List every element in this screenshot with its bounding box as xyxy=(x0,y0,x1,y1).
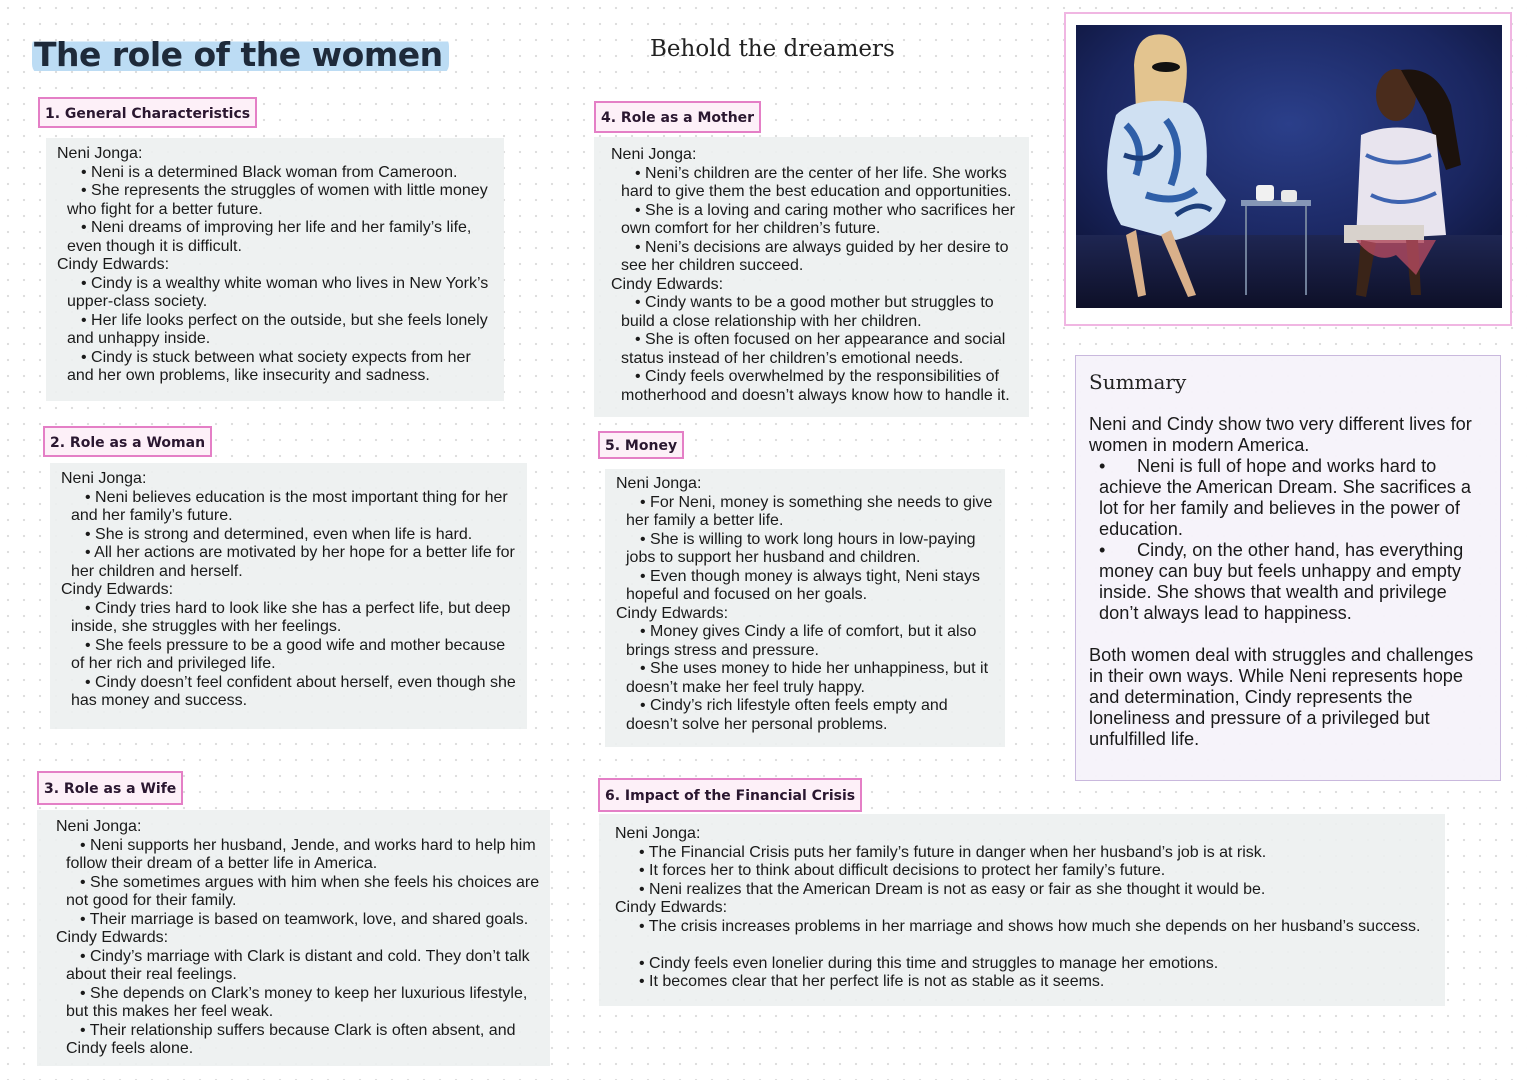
bullet-item: • Their relationship suffers because Clark is often absent, and Cindy feels alone. xyxy=(56,1022,542,1059)
bullet-item: • She is often focused on her appearance and social status instead of her children’s emotional needs. xyxy=(611,331,1021,368)
character-name: Cindy Edwards: xyxy=(616,604,729,622)
bullet-item: • For Neni, money is something she needs to give her family a better life. xyxy=(616,494,997,531)
character-name: Cindy Edwards: xyxy=(57,256,170,273)
summary-intro: Neni and Cindy show two very different lives for women in modern America. xyxy=(1089,414,1472,455)
section-box-role-as-woman xyxy=(50,463,527,729)
bullet-item: • She depends on Clark’s money to keep her luxurious lifestyle, but this makes her feel weak. xyxy=(56,985,542,1022)
bullet-item: • She is strong and determined, even when life is hard. xyxy=(61,526,517,545)
bullet-item: • Cindy’s marriage with Clark is distant and cold. They don’t talk about their real feelings. xyxy=(56,948,542,985)
bullet-item: • The crisis increases problems in her marriage and shows how much she depends on her husband’s success. xyxy=(615,918,1437,937)
summary-bullet-text: Cindy, on the other hand, has everything money can buy but feels unhappy and empty inside. She shows that wealth and privilege don’t always lead to happiness. xyxy=(1099,540,1464,623)
bullet-item: • Cindy’s rich lifestyle often feels empty and doesn’t solve her personal problems. xyxy=(616,697,997,734)
character-name: Neni Jonga: xyxy=(611,146,697,163)
character-name: Cindy Edwards: xyxy=(615,899,728,916)
bullet-item: • Neni’s decisions are always guided by her desire to see her children succeed. xyxy=(611,239,1021,276)
character-name: Cindy Edwards: xyxy=(56,929,169,946)
bullet-item: • All her actions are motivated by her hope for a better life for her children and herself. xyxy=(61,544,517,581)
character-name: Neni Jonga: xyxy=(615,825,701,842)
bullet-dot: • xyxy=(1099,540,1106,560)
summary-conclusion: Both women deal with struggles and challenges in their own ways. While Neni represents hope and determination, Cindy represents the loneliness and pressure of a privileged but unfulfilled life. xyxy=(1089,645,1474,749)
bullet-item: • Cindy feels overwhelmed by the responsibilities of motherhood and doesn’t always know how to handle it. xyxy=(611,368,1021,405)
bullet-item: • Neni realizes that the American Dream is not as easy or fair as she thought it would be. xyxy=(615,881,1437,900)
bullet-item: • She is willing to work long hours in low-paying jobs to support her husband and children. xyxy=(616,531,997,568)
bullet-item: • Her life looks perfect on the outside, but she feels lonely and unhappy inside. xyxy=(57,312,494,349)
section-label-financial-crisis: 6. Impact of the Financial Crisis xyxy=(598,778,862,812)
section-box-role-as-wife xyxy=(37,810,550,1066)
section-label-role-as-mother: 4. Role as a Mother xyxy=(594,101,761,133)
bullet-item: • Their marriage is based on teamwork, love, and shared goals. xyxy=(56,911,542,930)
section-label-money: 5. Money xyxy=(598,431,684,459)
bullet-item: • Even though money is always tight, Neni stays hopeful and focused on her goals. xyxy=(616,568,997,605)
summary-bullet xyxy=(1089,540,1490,624)
bullet-item: • Neni is a determined Black woman from Cameroon. xyxy=(57,164,494,183)
section-box-financial-crisis xyxy=(599,814,1445,1006)
bullet-item: • Money gives Cindy a life of comfort, but it also brings stress and pressure. xyxy=(616,623,997,660)
stage-photo-illustration xyxy=(1076,25,1502,308)
bullet-item: • The Financial Crisis puts her family’s future in danger when her husband’s job is at risk. xyxy=(615,844,1437,863)
bullet-item: • Neni believes education is the most important thing for her and her family’s future. xyxy=(61,489,517,526)
section-box-general-characteristics xyxy=(46,138,504,401)
summary-bullet xyxy=(1089,456,1490,540)
section-label-general-characteristics: 1. General Characteristics xyxy=(38,97,257,128)
bullet-item: • Neni’s children are the center of her life. She works hard to give them the best education and opportunities. xyxy=(611,165,1021,202)
bullet-item: • Cindy wants to be a good mother but struggles to build a close relationship with her children. xyxy=(611,294,1021,331)
book-title: Behold the dreamers xyxy=(650,36,895,62)
bullet-item: • She sometimes argues with him when she feels his choices are not good for their family. xyxy=(56,874,542,911)
character-name: Neni Jonga: xyxy=(616,475,702,492)
bullet-item: • Cindy feels even lonelier during this time and struggles to manage her emotions. xyxy=(615,955,1437,974)
bullet-item: • She is a loving and caring mother who sacrifices her own comfort for her children’s future. xyxy=(611,202,1021,239)
spacer xyxy=(615,936,1437,955)
stage-photo xyxy=(1076,25,1502,308)
character-name: Cindy Edwards: xyxy=(611,275,724,293)
bullet-item: • Cindy tries hard to look like she has a perfect life, but deep inside, she struggles with her feelings. xyxy=(61,600,517,637)
bullet-item: • It becomes clear that her perfect life is not as stable as it seems. xyxy=(615,973,1437,992)
summary-panel xyxy=(1075,355,1501,781)
bullet-item: • Neni supports her husband, Jende, and works hard to help him follow their dream of a better life in America. xyxy=(56,837,542,874)
character-name: Neni Jonga: xyxy=(56,818,142,835)
character-name: Cindy Edwards: xyxy=(61,581,174,598)
section-label-role-as-woman: 2. Role as a Woman xyxy=(43,426,212,457)
character-name: Neni Jonga: xyxy=(57,145,143,162)
bullet-item: • She represents the struggles of women with little money who fight for a better future. xyxy=(57,182,494,219)
bullet-item: • Cindy is stuck between what society expects from her and her own problems, like insecurity and sadness. xyxy=(57,349,494,386)
bullet-item: • It forces her to think about difficult decisions to protect her family’s future. xyxy=(615,862,1437,881)
summary-bullet-text: Neni is full of hope and works hard to achieve the American Dream. She sacrifices a lot for her family and believes in the power of education. xyxy=(1099,456,1471,539)
page-title: The role of the women xyxy=(32,34,449,76)
section-box-role-as-mother xyxy=(594,137,1029,417)
bullet-item: • She feels pressure to be a good wife and mother because of her rich and privileged life. xyxy=(61,637,517,674)
bullet-item: • She uses money to hide her unhappiness, but it doesn’t make her feel truly happy. xyxy=(616,660,997,697)
bullet-item: • Neni dreams of improving her life and her family’s life, even though it is difficult. xyxy=(57,219,494,256)
bullet-dot: • xyxy=(1099,456,1106,476)
spacer xyxy=(1089,624,1490,645)
summary-heading: Summary xyxy=(1089,370,1187,394)
bullet-item: • Cindy doesn’t feel confident about herself, even though she has money and success. xyxy=(61,674,517,711)
section-label-role-as-wife: 3. Role as a Wife xyxy=(37,771,183,805)
character-name: Neni Jonga: xyxy=(61,470,147,487)
bullet-item: • Cindy is a wealthy white woman who lives in New York’s upper-class society. xyxy=(57,275,494,312)
section-box-money xyxy=(605,469,1005,747)
